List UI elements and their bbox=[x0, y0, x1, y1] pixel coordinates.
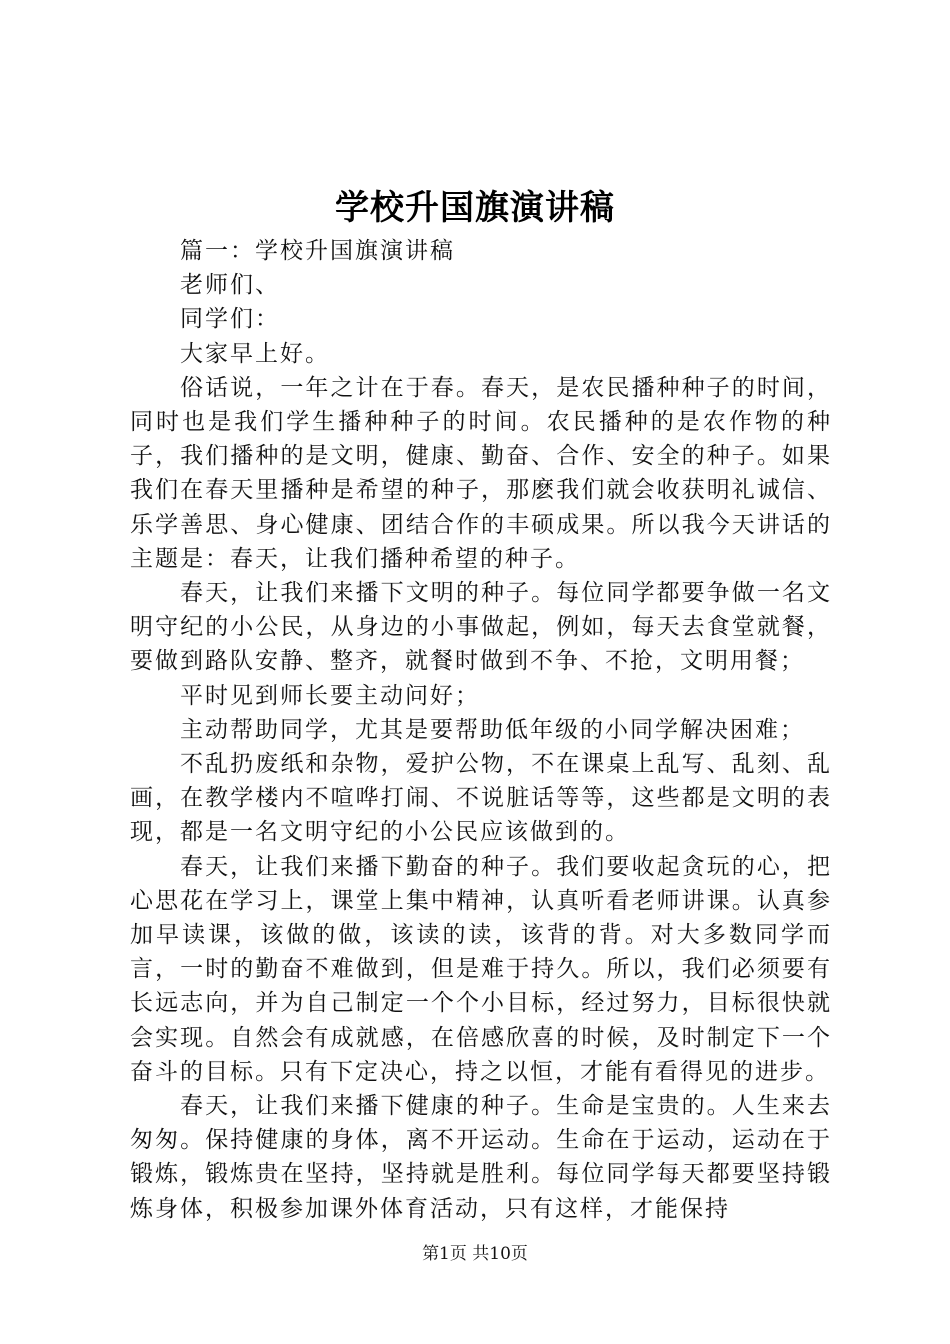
document-body bbox=[130, 234, 832, 1226]
paragraph-public-property: 不乱扔废纸和杂物，爱护公物，不在课桌上乱写、乱刻、乱画，在教学楼内不喧哗打闹、不说脏话等等，这些都是文明的表现，都是一名文明守纪的小公民应该做到的。 bbox=[130, 751, 832, 846]
paragraph-diligence: 春天，让我们来播下勤奋的种子。我们要收起贪玩的心，把心思花在学习上，课堂上集中精神，认真听看老师讲课。认真参加早读课，该做的做，该读的读，该背的背。对大多数同学而言，一时的勤奋不难做到，但是难于持久。所以，我们必须要有长远志向，并为自己制定一个个小目标，经过努力，目标很快就会实现。自然会有成就感，在倍感欣喜的时候，及时制定下一个奋斗的目标。只有下定决心，持之以恒，才能有看得见的进步。 bbox=[130, 853, 832, 1085]
paragraph-health: 春天，让我们来播下健康的种子。生命是宝贵的。人生来去匆匆。保持健康的身体，离不开运动。生命在于运动，运动在于锻炼，锻炼贵在坚持，坚持就是胜利。每位同学每天都要坚持锻炼身体，积极参加课外体育活动，只有这样，才能保持 bbox=[130, 1093, 832, 1222]
paragraph-help-classmates: 主动帮助同学，尤其是要帮助低年级的小同学解决困难； bbox=[180, 716, 805, 743]
paragraph-section-heading: 篇一：学校升国旗演讲稿 bbox=[180, 238, 455, 264]
document-title: 学校升国旗演讲稿 bbox=[335, 188, 615, 228]
paragraph-salutation-students: 同学们： bbox=[180, 306, 280, 333]
paragraph-greet-teachers: 平时见到师长要主动问好； bbox=[180, 682, 480, 709]
paragraph-introduction: 俗话说，一年之计在于春。春天，是农民播种种子的时间，同时也是我们学生播种种子的时间。农民播种的是农作物的种子，我们播种的是文明，健康、勤奋、合作、安全的种子。如果我们在春天里播种是希望的种子，那麽我们就会收获明礼诚信、乐学善思、身心健康、团结合作的丰硕成果。所以我今天讲话的主题是：春天，让我们播种希望的种子。 bbox=[130, 374, 832, 572]
paragraph-civility: 春天，让我们来播下文明的种子。每位同学都要争做一名文明守纪的小公民，从身边的小事做起，例如，每天去食堂就餐，要做到路队安静、整齐，就餐时做到不争、不抢，文明用餐； bbox=[130, 580, 832, 675]
paragraph-salutation-teachers: 老师们、 bbox=[180, 272, 280, 299]
page-footer: 第1页 共10页 bbox=[422, 1244, 528, 1264]
paragraph-greeting: 大家早上好。 bbox=[180, 340, 330, 367]
